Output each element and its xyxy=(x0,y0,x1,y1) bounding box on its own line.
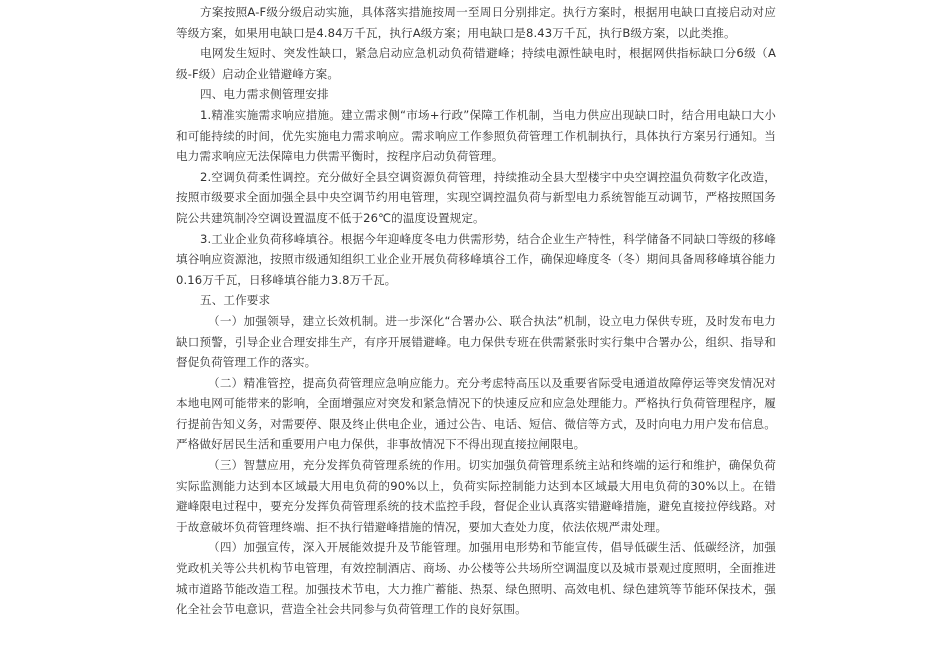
paragraph-industrial-peak-shift: 3.工业企业负荷移峰填谷。根据今年迎峰度冬电力供需形势，结合企业生产特性，科学储备不同缺口等级的移峰填谷响应资源池，按照市级通知组织工业企业开展负荷移峰填谷工作，确保迎峰度冬（冬）期间具备周移峰填谷能力0.16万千瓦，日移峰填谷能力3.8万千瓦。 xyxy=(176,231,776,287)
paragraph-smart-application: （三）智慧应用，充分发挥负荷管理系统的作用。切实加强负荷管理系统主站和终端的运行和维护，确保负荷实际监测能力达到本区域最大用电负荷的90%以上，负荷实际控制能力达到本区域最大用电负荷的30%以上。在错避峰限电过程中，要充分发挥负荷管理系统的技术监控手段，督促企业认真落实错避峰措施，避免直接拉停线路。对于故意破坏负荷管理终端、拒不执行错避峰措施的情况，要加大查处力度，依法依规严肃处理。 xyxy=(176,458,776,534)
paragraph-air-conditioning: 2.空调负荷柔性调控。充分做好全县空调资源负荷管理，持续推动全县大型楼宇中央空调控温负荷数字化改造，按照市级要求全面加强全县中央空调节约用电管理，实现空调控温负荷与新型电力系统智能互动调节，严格按照国务院公共建筑制冷空调设置温度不低于26℃的温度设置规定。 xyxy=(176,169,776,225)
paragraph-tiered-plan: 方案按照A-F级分级启动实施，具体落实措施按周一至周日分别排定。执行方案时，根据用电缺口直接启动对应等级方案，如果用电缺口是4.84万千瓦，执行A级方案；用电缺口是8.43万千瓦，执行B级方案，以此类推。 xyxy=(176,5,776,40)
section-heading-demand-side: 四、电力需求侧管理安排 xyxy=(200,87,329,102)
paragraph-precise-control: （二）精准管控，提高负荷管理应急响应能力。充分考虑特高压以及重要省际受电通道故障停运等突发情况对本地电网可能带来的影响，全面增强应对突发和紧急情况下的快速反应和应急处理能力。严格执行负荷管理程序，履行提前告知义务，对需要停、限及终止供电企业，通过公告、电话、短信、微信等方式，及时向电力用户发布信息。严格做好居民生活和重要用户电力保供，非事故情况下不得出现直接拉闸限电。 xyxy=(176,375,776,452)
paragraph-emergency-shedding: 电网发生短时、突发性缺口，紧急启动应急机动负荷错避峰；持续电源性缺电时，根据网供指标缺口分6级（A级-F级）启动企业错避峰方案。 xyxy=(176,46,776,81)
document-body xyxy=(176,2,776,620)
section-heading-work-requirements: 五、工作要求 xyxy=(200,293,271,308)
paragraph-leadership: （一）加强领导，建立长效机制。进一步深化“合署办公、联合执法”机制，设立电力保供专班，及时发布电力缺口预警，引导企业合理安排生产，有序开展错避峰。电力保供专班在供需紧张时实行集中合署办公，组织、指导和督促负荷管理工作的落实。 xyxy=(176,313,776,370)
paragraph-demand-response: 1.精准实施需求响应措施。建立需求侧“市场+行政”保障工作机制，当电力供应出现缺口时，结合用电缺口大小和可能持续的时间，优先实施电力需求响应。需求响应工作参照负荷管理工作机制执行，具体执行方案另行通知。当电力需求响应无法保障电力供需平衡时，按程序启动负荷管理。 xyxy=(176,107,776,164)
paragraph-publicity: （四）加强宣传，深入开展能效提升及节能管理。加强用电形势和节能宣传，倡导低碳生活、低碳经济，加强党政机关等公共机构节电管理，有效控制酒店、商场、办公楼等公共场所空调温度以及城市景观过度照明，全面推进城市道路节能改造工程。加强技术节电，大力推广蓄能、热泵、绿色照明、高效电机、绿色建筑等节能环保技术，强化全社会节电意识，营造全社会共同参与负荷管理工作的良好氛围。 xyxy=(176,540,776,617)
